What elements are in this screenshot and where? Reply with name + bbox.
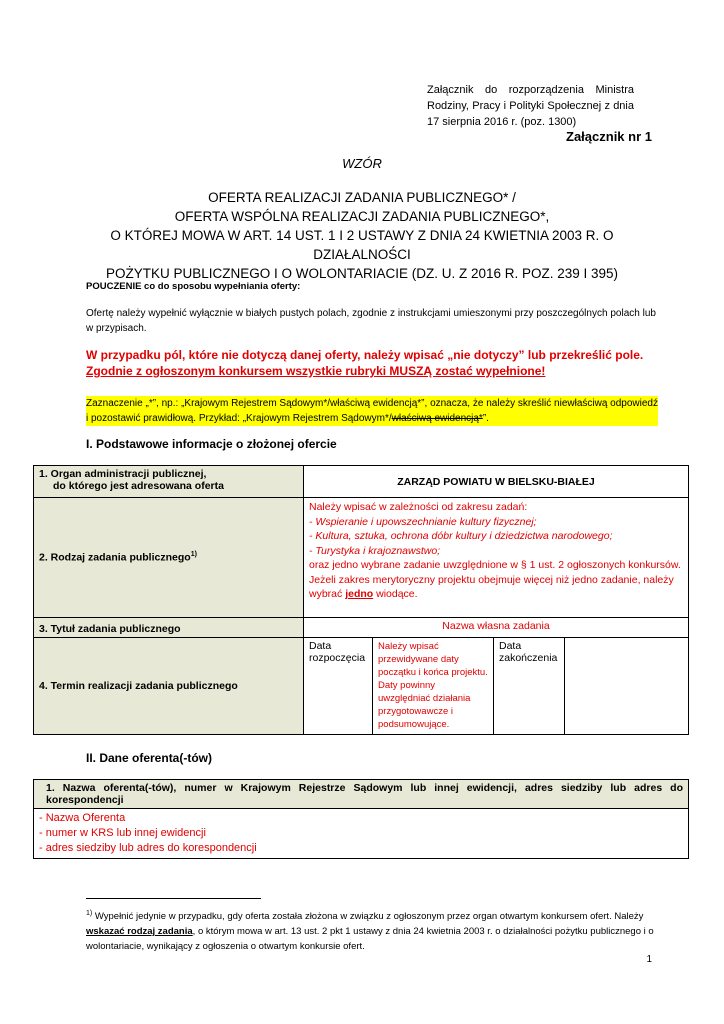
title-line: O KTÓREJ MOWA W ART. 14 UST. 1 I 2 USTAWY Z DNIA 24 KWIETNIA 2003 R. O DZIAŁALNOŚCI bbox=[110, 228, 614, 262]
footnote-sup: 1) bbox=[86, 910, 93, 917]
table-row bbox=[34, 498, 689, 618]
instruction-text: Ofertę należy wypełnić wyłącznie w białych pustych polach, zgodnie z instrukcjami umieszonymi przy poszczególnych polach lub w przypisach. bbox=[86, 308, 656, 334]
yellow-note-end: ”. bbox=[482, 413, 489, 424]
yellow-note bbox=[86, 396, 658, 426]
start-hint[interactable]: Należy wpisać przewidywane daty początku i końca projektu. Daty powinny uwzględniać działania przygotowawcze i podsumowujące. bbox=[373, 638, 494, 734]
section2-table bbox=[33, 779, 689, 859]
annex-note: Załącznik do rozporządzenia Ministra Rodziny, Pracy i Polityki Społecznej z dnia 17 sierpnia 2016 r. (poz. 1300) bbox=[427, 84, 634, 128]
section2-title: II. Dane oferenta(-tów) bbox=[86, 751, 213, 765]
oferent-line: - numer w KRS lub innej ewidencji bbox=[39, 827, 206, 839]
section1-title: I. Podstawowe informacje o złożonej ofercie bbox=[86, 437, 337, 451]
table-row bbox=[34, 809, 689, 859]
oferent-line: - Nazwa Oferenta bbox=[39, 812, 126, 824]
section1-table bbox=[33, 465, 689, 735]
task-hint-end: wiodące. bbox=[376, 588, 418, 600]
footnote-separator bbox=[86, 898, 261, 899]
title-value[interactable]: Nazwa własna zadania bbox=[304, 618, 689, 638]
footnote bbox=[86, 906, 656, 954]
task-type-value[interactable] bbox=[304, 498, 689, 618]
title-line: OFERTA REALIZACJI ZADANIA PUBLICZNEGO* / bbox=[208, 190, 516, 205]
term-label: 4. Termin realizacji zadania publicznego bbox=[34, 638, 304, 735]
organ-label-a: 1. Organ administracji publicznej, bbox=[39, 468, 207, 480]
title-line: POŻYTKU PUBLICZNEGO I O WOLONTARIACIE (DZ. U. Z 2016 R. POZ. 239 I 395) bbox=[105, 266, 619, 281]
title-line: OFERTA WSPÓLNA REALIZACJI ZADANIA PUBLICZNEGO*, bbox=[174, 209, 550, 224]
footnote-text-a: Wypełnić jedynie w przypadku, gdy oferta została złożona w związku z ogłoszonym przez organ otwartym konkursem ofert. Należy bbox=[94, 911, 644, 923]
task-hint-text: Jeżeli zakres merytoryczny projektu obejmuje więcej niż jedno zadanie, należy wybrać bbox=[309, 573, 674, 600]
table-row bbox=[34, 780, 689, 809]
footnote-ref: 1) bbox=[190, 551, 197, 559]
annex-number: Załącznik nr 1 bbox=[566, 129, 652, 144]
task-hint-line: - Turystyka i krajoznawstwo; bbox=[309, 544, 441, 557]
oferent-label: 1. Nazwa oferenta(-tów), numer w Krajowym Rejestrze Sądowym lub innej ewidencji, adres siedziby lub adres do korespondencji bbox=[34, 780, 689, 809]
red-notice-1: W przypadku pól, które nie dotyczą danej oferty, należy wpisać „nie dotyczy” lub przekreślić pole. bbox=[86, 348, 644, 362]
page-number: 1 bbox=[646, 954, 652, 965]
task-hint-line: oraz jedno wybrane zadanie uwzględnione w § 1 ust. 2 ogłoszonych konkursów. bbox=[309, 559, 681, 571]
table-row bbox=[34, 618, 689, 638]
organ-value[interactable]: ZARZĄD POWIATU W BIELSKU-BIAŁEJ bbox=[304, 466, 689, 498]
task-hint-line: - Wspieranie i upowszechnianie kultury fizycznej; bbox=[309, 515, 537, 528]
task-hint-line: - Kultura, sztuka, ochrona dóbr kultury i dziedzictwa narodowego; bbox=[309, 530, 613, 542]
term-inner-table bbox=[304, 638, 688, 734]
footnote-emph: wskazać rodzaj zadania bbox=[86, 926, 193, 938]
task-type-label bbox=[34, 498, 304, 618]
title-label: 3. Tytuł zadania publicznego bbox=[34, 618, 304, 638]
organ-label bbox=[34, 466, 304, 498]
yellow-note-struck: właściwą ewidencją* bbox=[391, 413, 483, 424]
yellow-note-main: Zaznaczenie „*”, np.: „Krajowym Rejestrem Sądowym*/właściwą ewidencją*”, oznacza, że należy skreślić niewłaściwą odpowiedź i pozostawić prawidłową. Przykład: „Krajowym Rejestrem Sądowym*/ bbox=[86, 398, 658, 424]
red-notice bbox=[86, 347, 658, 379]
red-notice-2: Zgodnie z ogłoszonym konkursem wszystkie rubryki MUSZĄ zostać wypełnione! bbox=[86, 364, 546, 378]
pouczenie-heading: POUCZENIE co do sposobu wypełniania oferty: bbox=[86, 281, 301, 292]
start-label: Data rozpoczęcia bbox=[304, 638, 373, 734]
task-hint-line: Należy wpisać w zależności od zakresu zadań: bbox=[309, 501, 528, 513]
table-row bbox=[34, 638, 689, 735]
document-title bbox=[60, 188, 664, 283]
wzor-heading: WZÓR bbox=[342, 156, 382, 171]
oferent-value[interactable] bbox=[34, 809, 689, 859]
task-type-label-text: 2. Rodzaj zadania publicznego bbox=[39, 551, 191, 564]
footnote-text-b: , o którym mowa w art. 13 ust. 2 pkt 1 ustawy z dnia 24 kwietnia 2003 r. o działalności pożytku publicznego i o wolontariacie, wynikający z ogłoszenia o otwartym konkursie ofert. bbox=[86, 926, 654, 953]
oferent-line: - adres siedziby lub adres do korespondencji bbox=[39, 842, 257, 854]
task-hint-line bbox=[309, 573, 683, 602]
organ-label-b: do którego jest adresowana oferta bbox=[53, 480, 224, 492]
task-hint-emph: jedno bbox=[345, 588, 374, 600]
end-value[interactable] bbox=[565, 638, 689, 734]
term-cell bbox=[304, 638, 689, 735]
table-row bbox=[34, 466, 689, 498]
end-label: Data zakończenia bbox=[494, 638, 565, 734]
